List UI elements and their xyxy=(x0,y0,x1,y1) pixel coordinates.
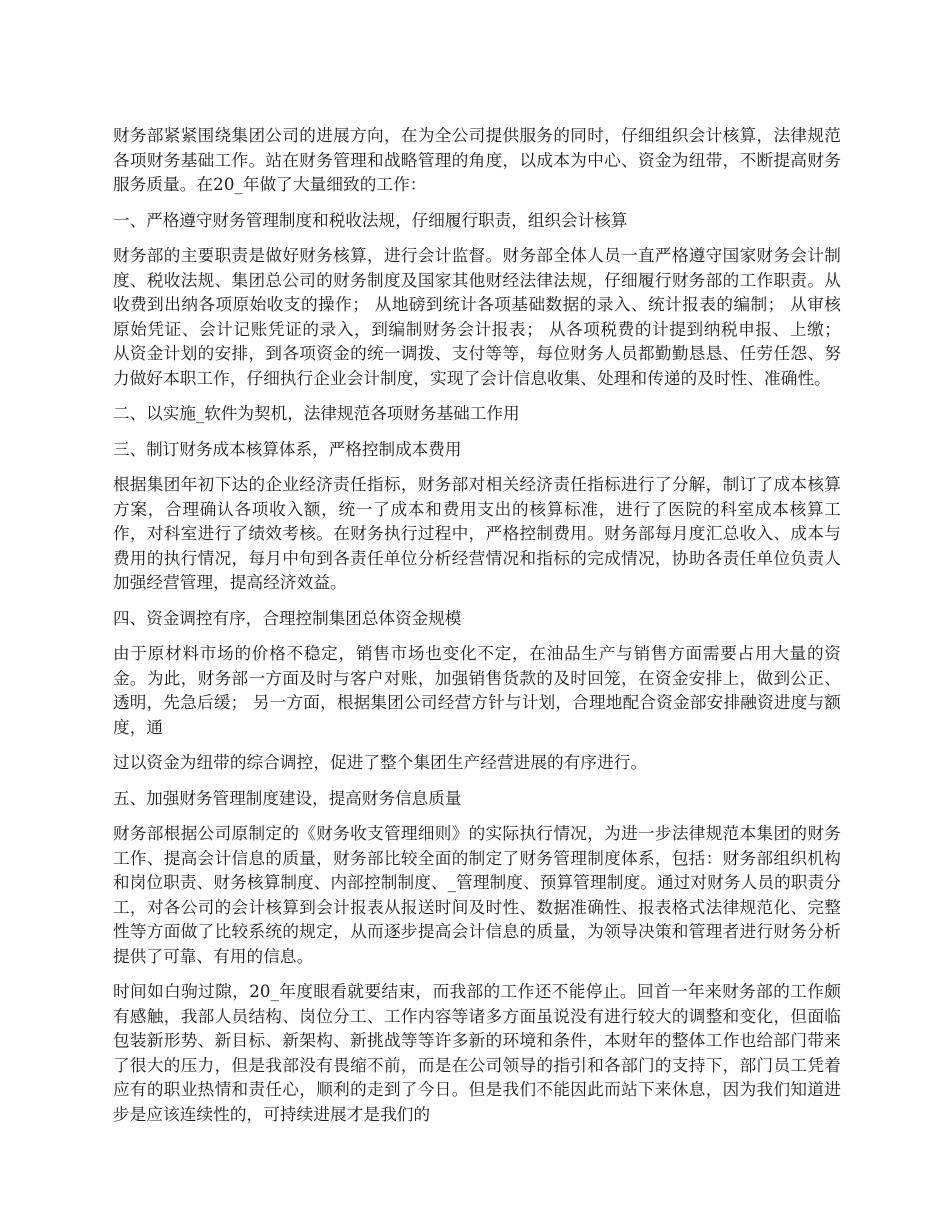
section-5-paragraph: 财务部根据公司原制定的《财务收支管理细则》的实际执行情况，为进一步法律规范本集团的财务工作、提高会计信息的质量，财务部比较全面的制定了财务管理制度体系，包括：财务部组织机构和岗位职责、财务核算制度、内部控制制度、_管理制度、预算管理制度。通过对财务人员的职责分工，对各公司的会计核算到会计报表从报送时间及时性、数据准确性、报表格式法律规范化、完整性等方面做了比较系统的规定，从而逐步提高会计信息的质量，为领导决策和管理者进行财务分析提供了可靠、有用的信息。 xyxy=(113,824,841,966)
intro-paragraph: 财务部紧紧围绕集团公司的进展方向，在为全公司提供服务的同时，仔细组织会计核算，法律规范各项财务基础工作。站在财务管理和战略管理的角度，以成本为中心、资金为纽带，不断提高财务服务质量。在20_年做了大量细致的工作： xyxy=(113,126,841,194)
section-heading-2: 二、以实施_软件为契机，法律规范各项财务基础工作用 xyxy=(113,404,520,423)
section-heading-3: 三、制订财务成本核算体系，严格控制成本费用 xyxy=(113,439,462,459)
section-heading-4: 四、资金调控有序，合理控制集团总体资金规模 xyxy=(113,608,462,628)
section-1-paragraph: 财务部的主要职责是做好财务核算，进行会计监督。财务部全体人员一直严格遵守国家财务会计制度、税收法规、集团总公司的财务制度及国家其他财经法律法规，仔细履行财务部的工作职责。从收费到出纳各项原始收支的操作； 从地磅到统计各项基础数据的录入、统计报表的编制； 从审核原始凭证、会计记账凭证的录入，到编制财务会计报表； 从各项税费的计提到纳税申报、上缴； 从资金计划的安排，到各项资金的统一调拨、支付等等，每位财务人员都勤勤恳恳、任劳任怨、努力做好本职工作，仔细执行企业会计制度，实现了会计信息收集、处理和传递的及时性、准确性。 xyxy=(113,246,841,388)
section-4-paragraph: 由于原材料市场的价格不稳定，销售市场也变化不定，在油品生产与销售方面需要占用大量的资金。为此，财务部一方面及时与客户对账，加强销售货款的及时回笼，在资金安排上，做到公正、透明，先急后缓； 另一方面，根据集团公司经营方针与计划，合理地配合资金部安排融资进度与额度，通 xyxy=(113,644,841,737)
section-3-paragraph: 根据集团年初下达的企业经济责任指标，财务部对相关经济责任指标进行了分解，制订了成本核算方案，合理确认各项收入额，统一了成本和费用支出的核算标准，进行了医院的科室成本核算工作，对科室进行了绩效考核。在财务执行过程中，严格控制费用。财务部每月度汇总收入、成本与费用的执行情况，每月中旬到各责任单位分析经营情况和指标的完成情况，协助各责任单位负责人加强经营管理，提高经济效益。 xyxy=(113,475,841,592)
document-page xyxy=(113,124,841,1138)
section-4-paragraph-continued: 过以资金为纽带的综合调控，促进了整个集团生产经营进展的有序进行。 xyxy=(113,753,648,772)
section-heading-5: 五、加强财务管理制度建设，提高财务信息质量 xyxy=(113,788,462,808)
closing-paragraph: 时间如白驹过隙，20_年度眼看就要结束，而我部的工作还不能停止。回首一年来财务部的工作颇有感触，我部人员结构、岗位分工、工作内容等诸多方面虽说没有进行较大的调整和变化，但面临包装新形势、新目标、新架构、新挑战等等许多新的环境和条件，本财年的整体工作也给部门带来了很大的压力，但是我部没有畏缩不前，而是在公司领导的指引和各部门的支持下，部门员工凭着应有的职业热情和责任心，顺利的走到了今日。但是我们不能因此而站下来休息，因为我们知道进步是应该连续性的，可持续进展才是我们的 xyxy=(113,982,841,1124)
section-heading-1: 一、严格遵守财务管理制度和税收法规，仔细履行职责，组织会计核算 xyxy=(113,210,628,230)
